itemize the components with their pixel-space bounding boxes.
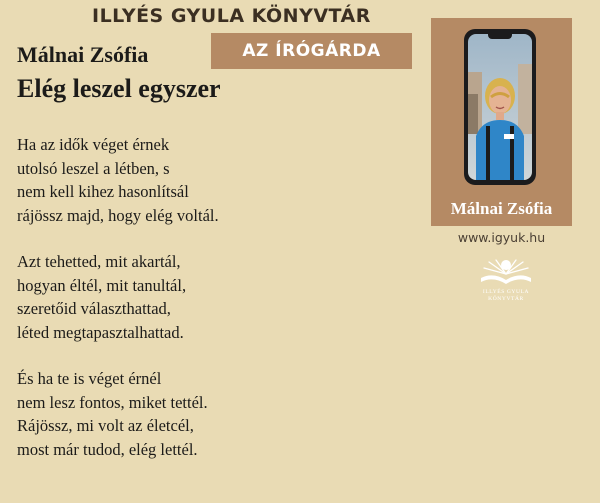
- library-title: ILLYÉS GYULA KÖNYVTÁR: [92, 5, 371, 27]
- poem-line: Azt tehetted, mit akartál,: [17, 252, 181, 271]
- stanza-2: [17, 250, 219, 344]
- phone-notch: [488, 34, 512, 39]
- poem-line: most már tudod, elég lettél.: [17, 439, 198, 459]
- poem-line: nem kell kihez hasonlítsál: [17, 182, 189, 201]
- stanza-3: [17, 367, 219, 461]
- portrait-name: Málnai Zsófia: [450, 199, 553, 218]
- poem-line: Rájössz, mi volt az életcél,: [17, 416, 194, 435]
- poem-body: [17, 133, 219, 484]
- poem-line: Ha az idők véget érnek: [17, 135, 170, 154]
- author-name: Málnai Zsófia: [17, 42, 149, 67]
- poem-line: utolsó leszel a létben, s: [17, 158, 170, 178]
- logo-text-line2: KÖNYVTÁR: [488, 296, 524, 302]
- author-photo: [468, 34, 532, 180]
- website-link[interactable]: www.igyuk.hu: [457, 230, 546, 245]
- logo-text-line1: ILLYÉS GYULA: [482, 289, 530, 295]
- portrait-image: [468, 34, 532, 180]
- book-sun-icon: [475, 258, 537, 288]
- poem-line: És ha te is véget érnél: [17, 369, 162, 388]
- stanza-1: [17, 133, 219, 227]
- poem-line: hogyan éltél, mit tanultál,: [17, 275, 187, 295]
- phone-frame: [464, 29, 536, 185]
- library-logo: [475, 258, 537, 308]
- poem-line: szeretőid választhattad,: [17, 299, 171, 318]
- poem-title: Elég leszel egyszer: [17, 74, 221, 103]
- series-badge: AZ ÍRÓGÁRDA: [211, 33, 412, 69]
- poem-line: nem lesz fontos, miket tettél.: [17, 392, 208, 412]
- poem-line: léted megtapasztalhattad.: [17, 322, 184, 342]
- poem-line: rájössz majd, hogy elég voltál.: [17, 205, 219, 225]
- portrait-card: [431, 18, 572, 226]
